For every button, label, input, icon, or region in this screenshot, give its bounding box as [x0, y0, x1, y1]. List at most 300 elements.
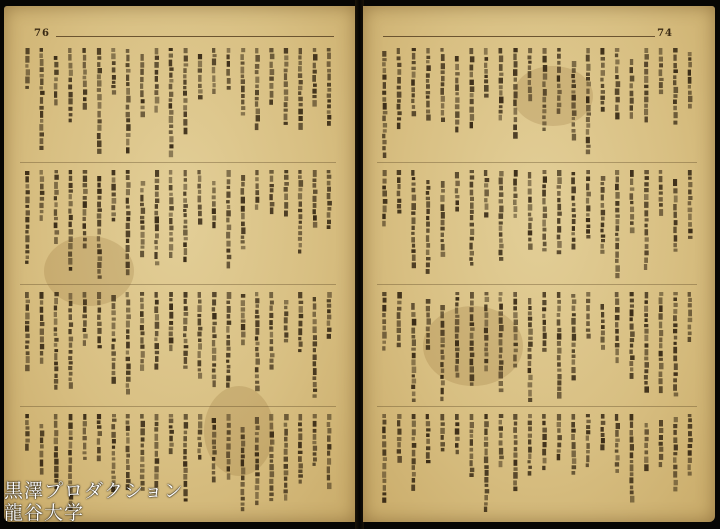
glyph-stroke	[397, 312, 401, 319]
glyph-stroke	[528, 306, 531, 310]
glyph-stroke	[615, 292, 619, 297]
glyph-stroke	[426, 229, 429, 233]
glyph-stroke	[183, 74, 186, 78]
glyph-stroke	[111, 53, 115, 59]
glyph-stroke	[169, 425, 173, 428]
glyph-stroke	[601, 304, 605, 310]
glyph-stroke	[645, 218, 649, 221]
glyph-stroke	[528, 204, 533, 210]
glyph-stroke	[441, 118, 445, 123]
glyph-stroke	[255, 438, 259, 443]
glyph-stroke	[586, 443, 589, 449]
glyph-stroke	[284, 114, 288, 121]
glyph-stroke	[313, 203, 317, 208]
glyph-stroke	[197, 314, 201, 317]
glyph-stroke	[601, 421, 606, 425]
glyph-stroke	[543, 242, 547, 247]
glyph-stroke	[298, 292, 302, 298]
glyph-stroke	[68, 450, 72, 455]
glyph-stroke	[630, 430, 634, 436]
glyph-stroke	[68, 465, 71, 472]
glyph-stroke	[112, 377, 116, 384]
glyph-stroke	[212, 369, 216, 373]
glyph-stroke	[673, 452, 677, 455]
glyph-stroke	[298, 170, 301, 174]
glyph-stroke	[212, 446, 216, 449]
glyph-stroke	[97, 62, 100, 67]
glyph-stroke	[659, 454, 663, 460]
glyph-stroke	[397, 92, 402, 98]
glyph-stroke	[25, 64, 28, 68]
glyph-stroke	[227, 179, 231, 184]
glyph-stroke	[586, 455, 589, 462]
glyph-stroke	[674, 235, 678, 241]
glyph-stroke	[601, 187, 605, 193]
glyph-stroke	[659, 343, 662, 348]
glyph-stroke	[484, 437, 488, 441]
glyph-stroke	[397, 420, 400, 426]
glyph-stroke	[184, 414, 188, 420]
glyph-stroke	[630, 317, 633, 321]
glyph-stroke	[514, 440, 518, 445]
glyph-stroke	[126, 421, 130, 425]
glyph-stroke	[542, 449, 546, 456]
glyph-stroke	[241, 319, 246, 322]
glyph-stroke	[528, 94, 532, 101]
glyph-stroke	[98, 256, 103, 261]
glyph-stroke	[269, 100, 273, 105]
glyph-stroke	[571, 232, 575, 235]
glyph-stroke	[440, 227, 444, 231]
glyph-stroke	[227, 314, 231, 319]
glyph-stroke	[269, 454, 273, 458]
glyph-stroke	[528, 213, 531, 217]
glyph-stroke	[327, 428, 331, 433]
glyph-stroke	[615, 414, 618, 421]
glyph-stroke	[40, 215, 43, 221]
glyph-stroke	[528, 322, 532, 327]
glyph-stroke	[615, 54, 618, 58]
glyph-stroke	[513, 306, 517, 310]
glyph-stroke	[382, 319, 386, 324]
glyph-stroke	[412, 353, 416, 358]
glyph-stroke	[327, 321, 331, 326]
glyph-stroke	[441, 76, 445, 81]
glyph-stroke	[616, 357, 619, 363]
glyph-stroke	[484, 502, 488, 505]
glyph-stroke	[241, 236, 244, 239]
glyph-stroke	[673, 323, 677, 327]
glyph-stroke	[644, 48, 648, 53]
glyph-stroke	[169, 151, 173, 158]
glyph-stroke	[198, 54, 202, 59]
glyph-stroke	[455, 334, 459, 339]
glyph-stroke	[470, 439, 473, 446]
glyph-stroke	[557, 292, 561, 298]
glyph-stroke	[97, 183, 100, 188]
glyph-stroke	[169, 304, 173, 311]
glyph-stroke	[212, 307, 215, 311]
glyph-stroke	[470, 333, 474, 339]
glyph-stroke	[25, 321, 29, 324]
glyph-stroke	[241, 340, 245, 346]
glyph-stroke	[412, 255, 416, 261]
glyph-stroke	[499, 213, 504, 219]
glyph-stroke	[499, 110, 503, 114]
glyph-stroke	[284, 109, 288, 112]
glyph-stroke	[241, 86, 245, 93]
glyph-stroke	[54, 459, 58, 465]
glyph-stroke	[226, 360, 229, 363]
glyph-stroke	[141, 225, 145, 229]
glyph-stroke	[616, 455, 620, 460]
glyph-stroke	[241, 459, 244, 466]
glyph-stroke	[674, 480, 678, 485]
glyph-stroke	[528, 230, 532, 235]
glyph-stroke	[397, 191, 401, 197]
glyph-stroke	[441, 252, 446, 257]
glyph-stroke	[112, 451, 115, 455]
glyph-stroke	[630, 299, 634, 303]
glyph-stroke	[644, 443, 648, 448]
glyph-stroke	[615, 170, 619, 175]
glyph-stroke	[455, 64, 459, 70]
glyph-stroke	[615, 469, 619, 473]
glyph-stroke	[412, 443, 417, 448]
glyph-stroke	[543, 170, 547, 174]
glyph-stroke	[383, 206, 387, 213]
glyph-stroke	[383, 129, 387, 132]
glyph-stroke	[426, 79, 429, 83]
glyph-stroke	[397, 199, 401, 203]
glyph-stroke	[485, 292, 489, 295]
glyph-stroke	[688, 414, 692, 417]
glyph-stroke	[298, 456, 302, 462]
glyph-stroke	[327, 299, 331, 302]
glyph-stroke	[39, 146, 43, 150]
glyph-stroke	[241, 182, 245, 187]
glyph-stroke	[542, 81, 545, 87]
glyph-stroke	[197, 170, 200, 174]
glyph-stroke	[659, 435, 663, 440]
glyph-stroke	[140, 62, 144, 67]
glyph-stroke	[412, 188, 416, 193]
glyph-stroke	[212, 425, 216, 430]
glyph-stroke	[659, 63, 663, 67]
glyph-stroke	[298, 66, 302, 72]
glyph-stroke	[299, 414, 303, 421]
glyph-stroke	[572, 299, 576, 304]
glyph-stroke	[227, 321, 232, 325]
glyph-stroke	[469, 48, 473, 54]
glyph-stroke	[82, 48, 85, 53]
glyph-stroke	[557, 300, 561, 304]
glyph-stroke	[673, 430, 676, 435]
glyph-stroke	[616, 177, 619, 183]
glyph-stroke	[674, 112, 678, 118]
glyph-stroke	[673, 292, 678, 295]
glyph-stroke	[26, 245, 30, 249]
glyph-stroke	[54, 452, 58, 457]
glyph-stroke	[455, 292, 459, 295]
glyph-stroke	[441, 96, 445, 102]
glyph-stroke	[255, 64, 259, 69]
glyph-stroke	[615, 322, 618, 327]
glyph-stroke	[572, 95, 576, 101]
glyph-stroke	[557, 422, 561, 427]
glyph-stroke	[601, 345, 605, 350]
glyph-stroke	[470, 80, 474, 85]
glyph-stroke	[98, 275, 102, 278]
glyph-stroke	[470, 341, 474, 346]
glyph-stroke	[659, 378, 663, 384]
glyph-stroke	[382, 332, 387, 339]
glyph-stroke	[630, 91, 634, 97]
glyph-stroke	[241, 300, 245, 306]
glyph-stroke	[327, 48, 331, 52]
glyph-stroke	[241, 94, 245, 98]
glyph-stroke	[69, 382, 73, 389]
glyph-stroke	[54, 175, 58, 180]
glyph-stroke	[112, 363, 115, 370]
glyph-stroke	[601, 107, 605, 112]
glyph-stroke	[441, 54, 445, 61]
glyph-stroke	[601, 203, 605, 208]
glyph-stroke	[514, 214, 517, 218]
glyph-stroke	[212, 457, 215, 461]
glyph-stroke	[40, 119, 43, 123]
glyph-stroke	[587, 112, 592, 115]
glyph-stroke	[169, 436, 173, 442]
glyph-stroke	[140, 345, 144, 349]
glyph-stroke	[227, 86, 231, 90]
glyph-stroke	[659, 372, 663, 378]
glyph-stroke	[427, 318, 431, 324]
glyph-stroke	[470, 182, 474, 188]
glyph-stroke	[97, 74, 101, 79]
glyph-stroke	[54, 91, 57, 98]
glyph-stroke	[440, 442, 445, 446]
glyph-stroke	[557, 428, 560, 433]
glyph-stroke	[426, 428, 430, 431]
glyph-stroke	[241, 112, 245, 115]
glyph-stroke	[97, 292, 101, 299]
glyph-stroke	[255, 478, 259, 484]
glyph-stroke	[54, 70, 59, 75]
glyph-stroke	[313, 209, 316, 214]
glyph-stroke	[499, 461, 503, 467]
glyph-stroke	[54, 202, 57, 207]
glyph-stroke	[313, 63, 316, 69]
glyph-stroke	[69, 337, 73, 342]
glyph-stroke	[241, 455, 245, 459]
glyph-stroke	[183, 91, 187, 96]
vertical-text-columns	[377, 412, 697, 512]
glyph-stroke	[484, 190, 489, 197]
glyph-stroke	[269, 170, 273, 174]
glyph-stroke	[470, 122, 473, 128]
glyph-stroke	[440, 414, 444, 420]
glyph-stroke	[645, 349, 649, 355]
glyph-stroke	[141, 444, 144, 448]
glyph-stroke	[69, 236, 73, 242]
glyph-stroke	[327, 201, 332, 206]
glyph-stroke	[382, 58, 386, 61]
glyph-stroke	[630, 292, 634, 296]
glyph-stroke	[270, 306, 273, 311]
glyph-stroke	[673, 243, 677, 247]
glyph-stroke	[397, 48, 400, 54]
glyph-stroke	[528, 382, 533, 387]
glyph-stroke	[183, 209, 186, 212]
glyph-stroke	[382, 62, 386, 66]
glyph-stroke	[126, 182, 130, 188]
glyph-stroke	[169, 73, 172, 78]
glyph-stroke	[241, 468, 245, 475]
glyph-stroke	[298, 97, 303, 102]
glyph-stroke	[571, 196, 574, 201]
glyph-stroke	[313, 190, 318, 194]
glyph-stroke	[426, 339, 430, 344]
glyph-stroke	[644, 76, 648, 83]
glyph-stroke	[513, 125, 517, 131]
glyph-stroke	[327, 292, 332, 298]
glyph-stroke	[644, 210, 648, 216]
glyph-stroke	[542, 97, 546, 103]
glyph-stroke	[412, 367, 417, 373]
glyph-stroke	[499, 48, 503, 54]
glyph-stroke	[97, 80, 102, 86]
glyph-stroke	[557, 250, 562, 254]
glyph-stroke	[411, 232, 414, 235]
glyph-stroke	[54, 327, 57, 331]
glyph-stroke	[382, 292, 386, 296]
glyph-stroke	[543, 176, 547, 182]
glyph-stroke	[397, 99, 401, 103]
glyph-stroke	[313, 446, 317, 451]
glyph-stroke	[40, 300, 43, 304]
glyph-stroke	[327, 110, 331, 114]
glyph-stroke	[154, 106, 157, 113]
glyph-stroke	[659, 386, 663, 393]
glyph-stroke	[441, 103, 444, 108]
glyph-stroke	[659, 57, 663, 62]
glyph-stroke	[299, 116, 303, 121]
glyph-stroke	[184, 63, 189, 66]
glyph-stroke	[572, 110, 577, 116]
glyph-stroke	[183, 184, 187, 190]
glyph-stroke	[485, 352, 489, 356]
vertical-text-columns	[20, 168, 336, 280]
glyph-stroke	[140, 414, 144, 419]
glyph-stroke	[688, 444, 693, 448]
glyph-stroke	[155, 322, 160, 329]
glyph-stroke	[169, 136, 173, 142]
glyph-stroke	[55, 170, 59, 173]
glyph-stroke	[299, 342, 303, 347]
glyph-stroke	[111, 310, 115, 315]
glyph-stroke	[572, 375, 576, 380]
glyph-stroke	[499, 250, 503, 256]
glyph-stroke	[54, 223, 58, 229]
glyph-stroke	[54, 421, 58, 428]
glyph-stroke	[255, 501, 258, 506]
glyph-stroke	[284, 339, 288, 343]
glyph-stroke	[25, 205, 29, 208]
glyph-stroke	[112, 67, 116, 72]
glyph-stroke	[528, 439, 531, 444]
glyph-stroke	[26, 69, 30, 75]
glyph-stroke	[688, 170, 692, 176]
glyph-stroke	[557, 241, 562, 248]
glyph-stroke	[412, 458, 416, 464]
glyph-stroke	[499, 115, 502, 121]
glyph-stroke	[586, 299, 590, 303]
glyph-stroke	[198, 368, 201, 371]
glyph-stroke	[227, 347, 231, 351]
glyph-stroke	[499, 333, 503, 337]
glyph-stroke	[412, 379, 416, 384]
glyph-stroke	[154, 211, 158, 216]
glyph-stroke	[513, 414, 517, 420]
glyph-stroke	[69, 343, 72, 348]
glyph-stroke	[284, 69, 288, 73]
glyph-stroke	[615, 184, 619, 190]
glyph-stroke	[54, 366, 58, 371]
glyph-stroke	[572, 355, 576, 359]
glyph-stroke	[198, 430, 202, 435]
glyph-stroke	[470, 468, 474, 472]
glyph-stroke	[140, 298, 144, 303]
glyph-stroke	[470, 353, 474, 358]
glyph-stroke	[54, 312, 57, 317]
glyph-stroke	[169, 98, 173, 102]
glyph-stroke	[397, 292, 402, 299]
glyph-stroke	[601, 182, 605, 185]
glyph-stroke	[111, 205, 115, 210]
header-rule	[383, 36, 655, 37]
glyph-stroke	[40, 74, 44, 77]
glyph-stroke	[227, 430, 231, 435]
glyph-stroke	[313, 215, 317, 220]
glyph-stroke	[412, 262, 416, 268]
glyph-stroke	[659, 78, 664, 81]
glyph-stroke	[600, 78, 603, 82]
glyph-stroke	[198, 414, 202, 420]
glyph-stroke	[659, 462, 662, 467]
glyph-stroke	[426, 235, 429, 242]
glyph-stroke	[557, 54, 561, 59]
glyph-stroke	[688, 337, 692, 342]
glyph-stroke	[169, 54, 173, 58]
glyph-stroke	[97, 236, 100, 241]
glyph-stroke	[226, 443, 230, 449]
glyph-stroke	[528, 80, 531, 85]
glyph-stroke	[514, 117, 517, 122]
glyph-stroke	[441, 422, 445, 426]
glyph-stroke	[111, 432, 115, 438]
glyph-stroke	[327, 225, 331, 229]
band-divider	[20, 284, 336, 285]
glyph-stroke	[513, 100, 517, 107]
glyph-stroke	[25, 325, 29, 331]
glyph-stroke	[327, 334, 331, 339]
glyph-stroke	[382, 91, 386, 95]
glyph-stroke	[284, 89, 288, 94]
glyph-stroke	[572, 244, 576, 250]
glyph-stroke	[688, 332, 692, 336]
glyph-stroke	[68, 85, 72, 90]
